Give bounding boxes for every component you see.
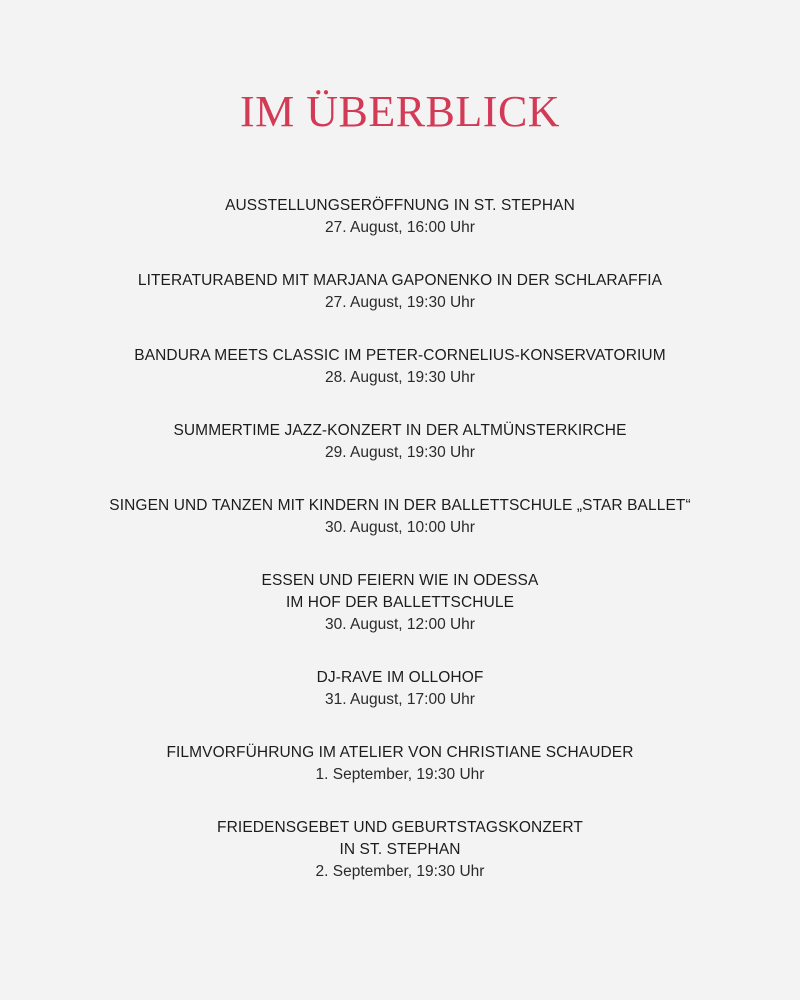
event-item — [0, 667, 800, 711]
event-title: ESSEN UND FEIERN WIE IN ODESSA — [261, 572, 539, 589]
event-title-continued: IM HOF DER BALLETTSCHULE — [285, 594, 515, 611]
event-title: LITERATURABEND MIT MARJANA GAPONENKO IN DER SCHLARAFFIA — [137, 272, 663, 289]
event-item — [0, 817, 800, 883]
event-date: 2. September, 19:30 Uhr — [315, 863, 485, 880]
event-date: 30. August, 12:00 Uhr — [325, 616, 475, 633]
event-title: SUMMERTIME JAZZ-KONZERT IN DER ALTMÜNSTERKIRCHE — [173, 422, 627, 439]
event-title: FILMVORFÜHRUNG IM ATELIER VON CHRISTIANE SCHAUDER — [166, 744, 634, 761]
event-date: 29. August, 19:30 Uhr — [325, 444, 475, 461]
event-list — [0, 195, 800, 914]
event-item — [0, 420, 800, 464]
event-date: 31. August, 17:00 Uhr — [325, 691, 475, 708]
page-title: IM ÜBERBLICK — [239, 87, 561, 136]
event-title: SINGEN UND TANZEN MIT KINDERN IN DER BALLETTSCHULE „STAR BALLET“ — [109, 497, 691, 514]
event-title-continued: IN ST. STEPHAN — [339, 841, 461, 858]
event-item — [0, 270, 800, 314]
event-item — [0, 195, 800, 239]
event-title: BANDURA MEETS CLASSIC IM PETER-CORNELIUS-KONSERVATORIUM — [134, 347, 666, 364]
event-item — [0, 345, 800, 389]
event-title: DJ-RAVE IM OLLOHOF — [316, 669, 484, 686]
event-date: 30. August, 10:00 Uhr — [325, 519, 475, 536]
event-item — [0, 742, 800, 786]
event-date: 27. August, 19:30 Uhr — [325, 294, 475, 311]
event-date: 27. August, 16:00 Uhr — [325, 219, 475, 236]
event-date: 1. September, 19:30 Uhr — [315, 766, 485, 783]
event-item — [0, 495, 800, 539]
event-title: FRIEDENSGEBET UND GEBURTSTAGSKONZERT — [217, 819, 583, 836]
event-title: AUSSTELLUNGSERÖFFNUNG IN ST. STEPHAN — [225, 197, 575, 214]
event-item — [0, 570, 800, 636]
event-date: 28. August, 19:30 Uhr — [325, 369, 475, 386]
